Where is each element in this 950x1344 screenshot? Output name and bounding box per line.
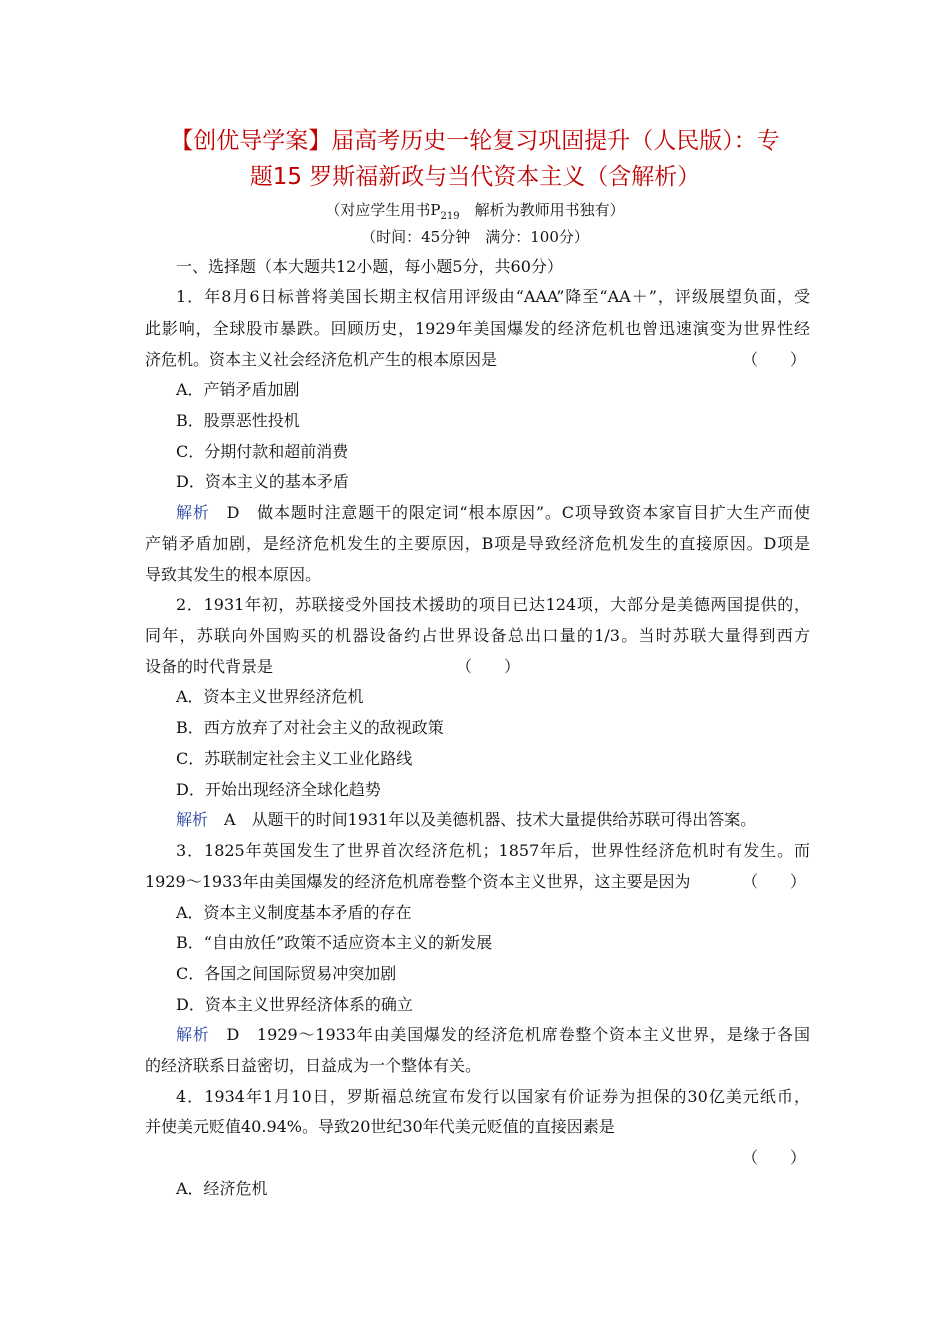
q2-option-a: A．资本主义世界经济危机 (176, 687, 364, 706)
q2-analysis-text-1: A 从题干的时间1931年以及美德机器、技术大量提供给苏联可得出答案。 (208, 810, 757, 829)
q3-option-d: D．资本主义世界经济体系的确立 (176, 995, 413, 1014)
q4-answer-blank: （ ） (742, 1148, 807, 1167)
q1-analysis-line-2: 产销矛盾加剧，是经济危机发生的主要原因，B项是导致经济危机发生的直接原因。D项是 (145, 534, 810, 553)
document-title-line-1 (120, 122, 830, 155)
q1-analysis-text-1: D 做本题时注意题干的限定词“根本原因”。C项导致资本家盲目扩大生产而使 (209, 503, 810, 522)
q3-analysis-line-2: 的经济联系日益密切，日益成为一个整体有关。 (145, 1056, 482, 1075)
book-note-suffix: 解析为教师用书独有） (459, 201, 625, 219)
q3-analysis-line-1 (176, 1022, 810, 1045)
q2-option-d: D．开始出现经济全球化趋势 (176, 780, 381, 799)
q4-option-a: A．经济危机 (176, 1179, 268, 1198)
q1-option-b: B．股票恶性投机 (176, 411, 300, 430)
q1-answer-blank: （ ） (742, 350, 807, 369)
q1-stem-line-2: 此影响，全球股市暴跌。回顾历史，1929年美国爆发的经济危机也曾迅速演变为世界性经 (145, 319, 810, 338)
q3-stem-line-2: 1929～1933年由美国爆发的经济危机席卷整个资本主义世界，这主要是因为 (145, 872, 691, 891)
book-note-prefix: （对应学生用书P (325, 201, 441, 219)
time-note: （时间：45分钟 满分：100分） (361, 228, 589, 246)
q1-option-c: C．分期付款和超前消费 (176, 442, 349, 461)
section-heading: 一、选择题（本大题共12小题，每小题5分，共60分） (176, 257, 563, 276)
q1-stem-line-3: 济危机。资本主义社会经济危机产生的根本原因是 (145, 350, 498, 369)
q2-option-c: C．苏联制定社会主义工业化路线 (176, 749, 413, 768)
q3-answer-blank: （ ） (742, 872, 807, 891)
q4-stem-line-1: 4．1934年1月10日，罗斯福总统宣布发行以国家有价证券为担保的30亿美元纸币， (176, 1087, 810, 1106)
q1-stem-line-1: 1．年8月6日标普将美国长期主权信用评级由“AAA”降至“AA＋”，评级展望负面，受 (176, 287, 810, 306)
book-note-page: 219 (440, 211, 460, 222)
book-note (0, 199, 950, 222)
q1-option-a: A．产销矛盾加剧 (176, 380, 300, 399)
q3-analysis-text-1: D 1929～1933年由美国爆发的经济危机席卷整个资本主义世界，是缘于各国 (209, 1025, 810, 1044)
analysis-label: 解析 (176, 1025, 210, 1044)
analysis-label: 解析 (176, 810, 209, 829)
q3-option-a: A．资本主义制度基本矛盾的存在 (176, 903, 412, 922)
q2-stem-line-3: 设备的时代背景是 (145, 657, 274, 676)
q1-analysis-line-3: 导致其发生的根本原因。 (145, 565, 322, 584)
q2-option-b: B．西方放弃了对社会主义的敌视政策 (176, 718, 444, 737)
title-text-1: 届高考历史一轮复习巩固提升（人民版）：专 (331, 128, 780, 154)
title-bracket: 【创优导学案】 (170, 128, 332, 154)
q2-analysis-line-1 (176, 807, 841, 830)
analysis-label: 解析 (176, 503, 210, 522)
document-title-line-2: 题15 罗斯福新政与当代资本主义（含解析） (249, 164, 701, 190)
q1-option-d: D．资本主义的基本矛盾 (176, 472, 349, 491)
q2-stem-line-2: 同年，苏联向外国购买的机器设备约占世界设备总出口量的1/3。当时苏联大量得到西方 (145, 626, 810, 645)
q2-answer-blank: （ ） (456, 657, 521, 676)
q1-analysis-line-1 (176, 500, 810, 523)
q3-stem-line-1: 3．1825年英国发生了世界首次经济危机；1857年后，世界性经济危机时有发生。而 (176, 841, 810, 860)
q4-stem-line-2: 并使美元贬值40.94%。导致20世纪30年代美元贬值的直接因素是 (145, 1117, 615, 1136)
q3-option-b: B．“自由放任”政策不适应资本主义的新发展 (176, 933, 493, 952)
q3-option-c: C．各国之间国际贸易冲突加剧 (176, 964, 397, 983)
q2-stem-line-1: 2．1931年初，苏联接受外国技术援助的项目已达124项，大部分是美德两国提供的， (176, 595, 810, 614)
